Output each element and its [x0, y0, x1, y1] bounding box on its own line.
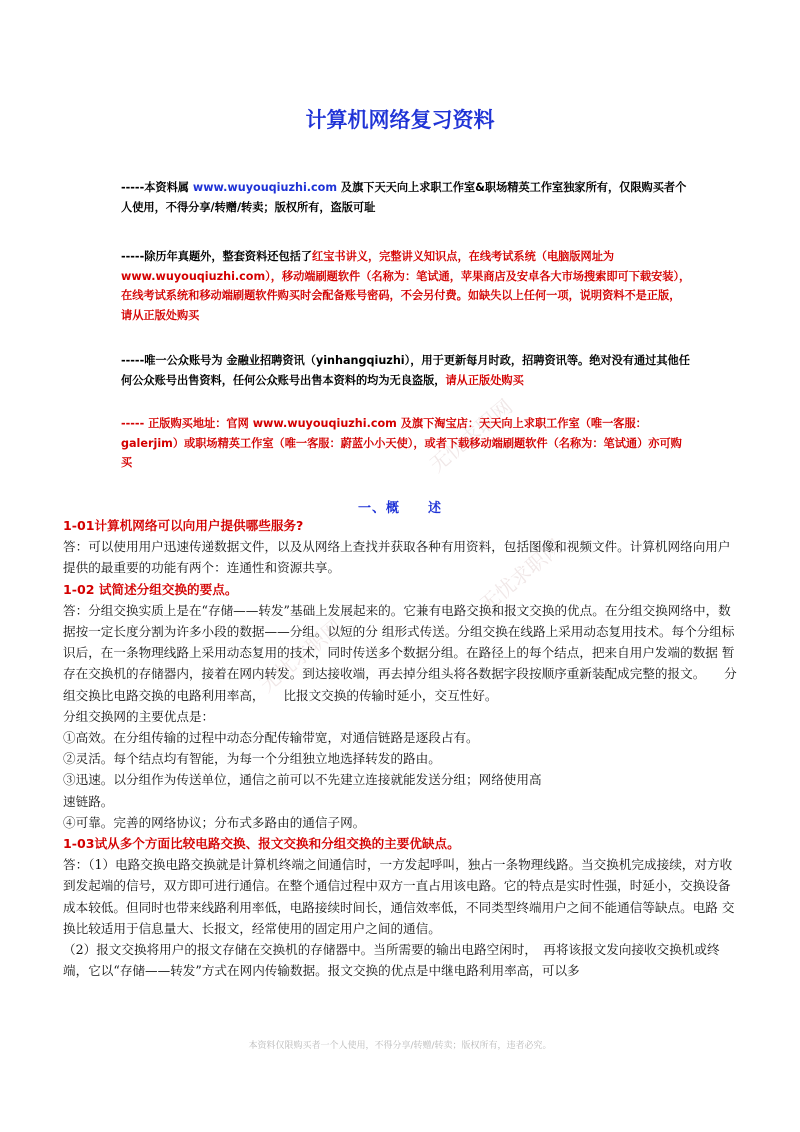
page-title: 计算机网络复习资料 — [305, 108, 495, 132]
notice-text: -----除历年真题外，整套资料还包括了 — [121, 250, 313, 263]
notice-purchase — [121, 414, 691, 473]
notice-highlight: 请从正版处购买 — [445, 373, 524, 387]
answer-paragraph: （2）报文交换将用户的报文存储在交换机的存储器中。当所需要的输出电路空闲时， 再将该报文发向接收交换机或终端，它以“存储——转发”方式在网内传输数据。报文交换的优点是中继电路利用率高，可以多 — [63, 942, 720, 979]
answer-paragraph: 答：（1）电路交换电路交换就是计算机终端之间通信时，一方发起呼叫，独占一条物理线路。当交换机完成接续，对方收到发起端的信号，双方即可进行通信。在整个通信过程中双方一直占用该电路。它的特点是实时性强，时延小，交换设备成本较低。但同时也带来线路利用率低，电路接续时间长，通信效率低，不同类型终端用户之间不能通信等缺点。电路 交换比较适用于信息量大、长报文，经常使用的固定用户之间的通信。 — [63, 857, 735, 936]
body-content — [63, 515, 739, 981]
page-footer: 本资料仅限购买者一个人使用，不得分享/转赠/转卖；版权所有，违者必究。 — [248, 1041, 552, 1051]
list-item: 速链路。 — [63, 793, 114, 809]
notice-official-account — [121, 351, 691, 390]
list-item: ③迅速。以分组作为传送单位，通信之前可以不先建立连接就能发送分组；网络使用高 — [63, 772, 542, 788]
list-item: ②灵活。每个结点均有智能，为每一个分组独立地选择转发的路由。 — [63, 751, 441, 767]
watermark: 无忧求职网 — [474, 534, 567, 617]
question-heading: 1-03试从多个方面比较电路交换、报文交换和分组交换的主要优缺点。 — [63, 836, 460, 852]
notice-highlight: ----- 正版购买地址：官网 www.wuyouqiuzhi.com 及旗下淘宝店：天天向上求职工作室（唯一客服：galerjim）或职场精英工作室（唯一客服：蔚蓝小小天使），或者下载移动端刷题软件（名称为：笔试通）亦可购买 — [121, 417, 682, 470]
list-item: ④可靠。完善的网络协议；分布式多路由的通信子网。 — [63, 814, 366, 830]
answer-paragraph: 答：分组交换实质上是在“存储——转发”基础上发展起来的。它兼有电路交换和报文交换的优点。在分组交换网络中，数据按一定长度分割为许多小段的数据——分组。以短的分 组形式传送。分组交换在线路上采用动态复用技术。每个分组标识后，在一条物理线路上采用动态复用的技术，同时传送多个数据分组。在路径上的每个结点，把来自用户发端的数据 暂存在交换机的存储器内，接着在网内转发。到达接收端，再去掉分组头将各数据字段按顺序重新装配成完整的报文。 分组交换比电路交换的电路利用率高， 比报文交换的传输时延小，交互性好。 — [63, 602, 737, 703]
watermark: 无忧求职网 — [424, 394, 517, 477]
list-heading: 分组交换网的主要优点是： — [63, 708, 215, 724]
notice-text: -----唯一公众账号为 金融业招聘资讯（yinhangqiuzhi），用于更新每月时政，招聘资讯等。绝对没有通过其他任何公众账号出售资料，任何公众账号出售本资料的均为无良盗版， — [121, 354, 690, 387]
notice-highlight: 红宝书讲义，完整讲义知识点，在线考试系统（电脑版网址为 www.wuyouqiuzhi.com），移动端刷题软件（名称为：笔试通，苹果商店及安卓各大市场搜索即可下载安装），在线考试系统和移动端刷题软件购买时会配备账号密码，不会另付费。如缺失以上任何一项，说明资料不是正版，请从正版处购买 — [121, 250, 691, 322]
notice-text: -----本资料属 — [121, 181, 193, 194]
notice-ownership — [121, 178, 691, 217]
section-title: 一、概 述 — [357, 501, 442, 516]
watermark: 无忧求职网 — [254, 614, 347, 697]
question-heading: 1-01计算机网络可以向用户提供哪些服务? — [63, 518, 304, 533]
website-link[interactable]: www.wuyouqiuzhi.com — [192, 181, 338, 194]
question-heading: 1-02 试简述分组交换的要点。 — [63, 581, 238, 597]
answer-paragraph: 答：可以使用用户迅速传递数据文件，以及从网络上查找并获取各种有用资料，包括图像和视频文件。计算机网络向用户提供的最重要的功能有两个：连通性和资源共享。 — [63, 539, 731, 576]
notice-text: 及旗下天天向上求职工作室&职场精英工作室独家所有，仅限购买者个人使用，不得分享/转赠/转卖；版权所有，盗版可耻 — [121, 181, 687, 214]
list-item: ①高效。在分组传输的过程中动态分配传输带宽，对通信链路是逐段占有。 — [63, 730, 479, 746]
notice-contents — [121, 247, 691, 325]
